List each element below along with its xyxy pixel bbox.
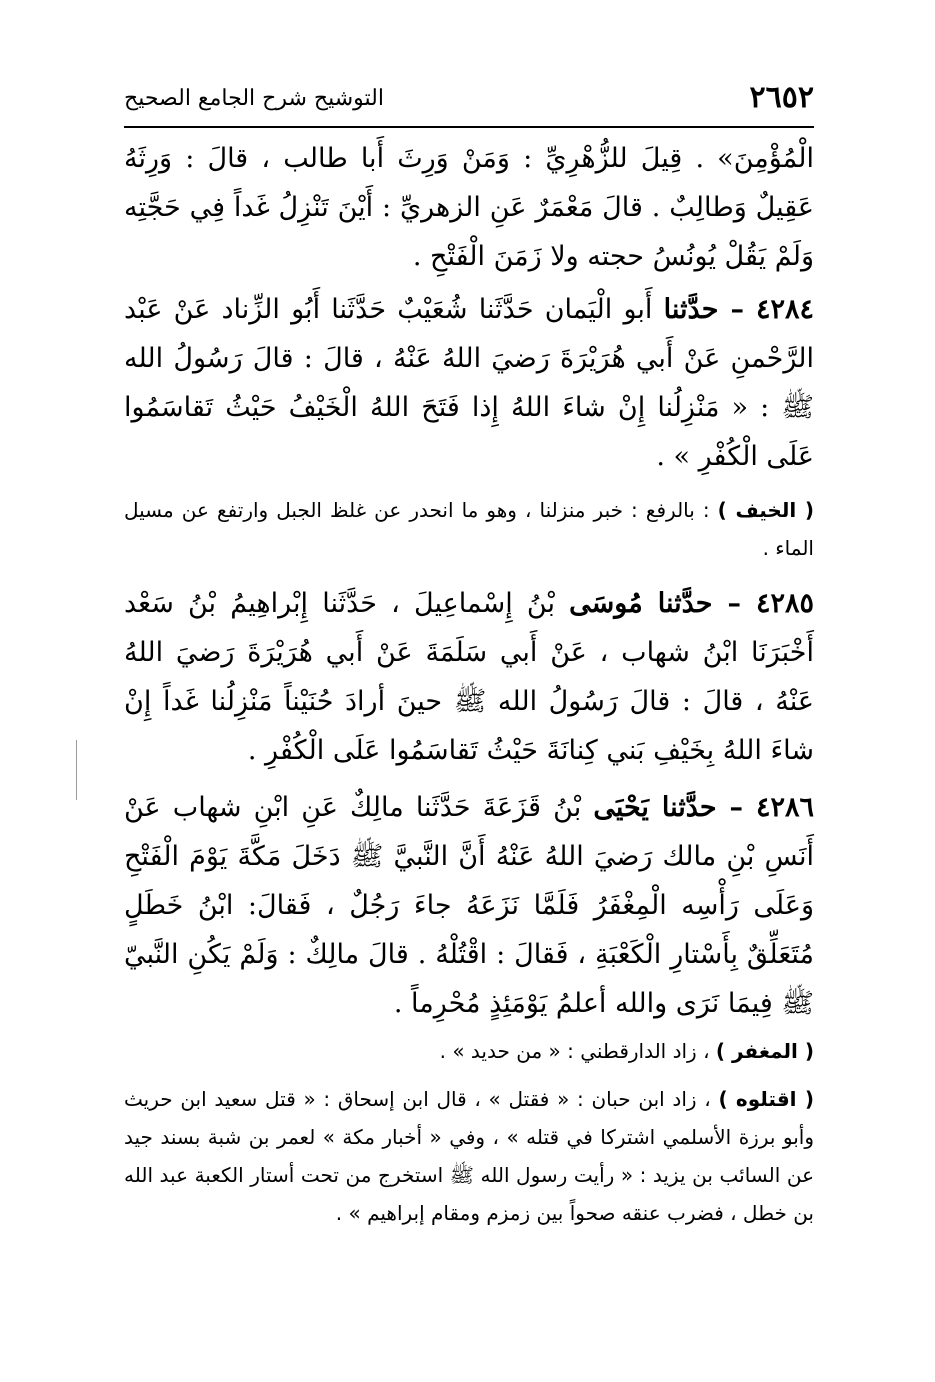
note-term: ( اقتلوه ) (718, 1087, 814, 1111)
margin-mark (76, 740, 77, 800)
hadith-text: بْنُ قَزَعَةَ حَدَّثَنا مالِكٌ عَنِ ابْنِ شهاب عَنْ أَنَسِ بْنِ مالك رَضيَ اللهُ عَنْهُ أَنَّ النَّبيَّ ﷺ دَخَلَ مَكَّةَ يَوْمَ الْفَتْحِ وَعَلَى رَأْسِه الْمِغْفَرُ فَلَمَّا نَزَعَهُ جاءَ رَجُلٌ ، فَقالَ: ابْنُ خَطَلٍ مُتَعَلِّقٌ بِأَسْتارِ الْكَعْبَةِ ، فَقالَ : اقْتُلْهُ . قالَ مالِكٌ : وَلَمْ يَكُنِ النَّبيّ ﷺ فِيمَا نَرَى والله أعلمُ يَوْمَئِذٍ مُحْرِماً . (124, 792, 814, 1019)
hadith-text: أَبو الْيَمان حَدَّثَنا شُعَيْبٌ حَدَّثَنا أَبُو الزِّناد عَنْ عَبْد الرَّحْمنِ عَنْ أَبي هُرَيْرَةَ رَضيَ اللهُ عَنْهُ ، قالَ : قالَ رَسُولُ الله ﷺ : « مَنْزِلُنا إِنْ شاءَ اللهُ إِذا فَتَحَ اللهُ الْخَيْفُ حَيْثُ تَقاسَمُوا عَلَى الْكُفْرِ » . (124, 294, 814, 472)
text-paragraph (124, 134, 814, 281)
note-text: : بالرفع : خبر منزلنا ، وهو ما انحدر عن غلظ الجبل وارتفع عن مسيل الماء . (124, 498, 814, 560)
hadith-dash: – (716, 792, 756, 823)
note-term: ( المغفر ) (715, 1039, 814, 1063)
hadith-text: بْنُ إِسْماعِيلَ ، حَدَّثَنا إِبْراهِيمُ بْنُ سَعْد أَخْبَرَنَا ابْنُ شهاب ، عَنْ أَبي سَلَمَةَ عَنْ أَبي هُرَيْرَةَ رَضيَ اللهُ عَنْهُ ، قالَ : قالَ رَسُولُ الله ﷺ حينَ أرادَ حُنَيْناً مَنْزِلُنا غَداً إِنْ شاءَ اللهُ بِخَيْفِ بَني كِنانَةَ حَيْثُ تَقاسَمُوا عَلَى الْكُفْرِ . (124, 588, 814, 766)
note-text: ، زاد ابن حبان : « فقتل » ، قال ابن إسحاق : « قتل سعيد ابن حريث وأبو برزة الأسلمي اشتركا في قتله » ، وفي « أخبار مكة » لعمر بن شبة بسند جيد عن السائب بن يزيد : « رأيت رسول الله ﷺ استخرج من تحت أستار الكعبة عبد الله بن خطل ، فضرب عنقه صحواً بين زمزم ومقام إبراهيم » . (124, 1087, 814, 1225)
hadith-dash: – (718, 294, 756, 325)
hadith-paragraph (124, 579, 814, 775)
commentary-note (124, 1032, 814, 1070)
paragraph-text: الْمُؤْمِنَ» . قِيلَ للزُّهْرِيِّ : وَمَنْ وَرِثَ أَبا طالب ، قالَ : وَرِثَهُ عَقِيلٌ وَطالِبٌ . قالَ مَعْمَرٌ عَنِ الزهريِّ : أَيْنَ تَنْزِلُ غَداً فِي حَجَّتِه وَلَمْ يَقُلْ يُونُسُ حجته ولا زَمَنَ الْفَتْحِ . (124, 143, 814, 272)
running-title: التوشيح شرح الجامع الصحيح (124, 86, 384, 111)
page-header (124, 76, 814, 122)
note-text: ، زاد الدارقطني : « من حديد » . (439, 1039, 716, 1063)
hadith-intro: حدَّثنا (663, 294, 719, 325)
hadith-paragraph (124, 783, 814, 1028)
commentary-note (124, 491, 814, 567)
hadith-intro: حدَّثنا مُوسَى (569, 588, 713, 619)
hadith-intro: حدَّثنا يَحْيَى (593, 792, 717, 823)
hadith-number: ٤٢٨٦ (755, 792, 814, 823)
commentary-note (124, 1080, 814, 1232)
header-rule (124, 126, 814, 128)
page-number: ٢٦٥٢ (749, 80, 814, 115)
note-term: ( الخيف ) (717, 498, 815, 522)
hadith-paragraph (124, 285, 814, 481)
hadith-number: ٤٢٨٥ (755, 588, 814, 619)
page-body (124, 134, 814, 1232)
hadith-number: ٤٢٨٤ (755, 294, 814, 325)
hadith-dash: – (712, 588, 756, 619)
